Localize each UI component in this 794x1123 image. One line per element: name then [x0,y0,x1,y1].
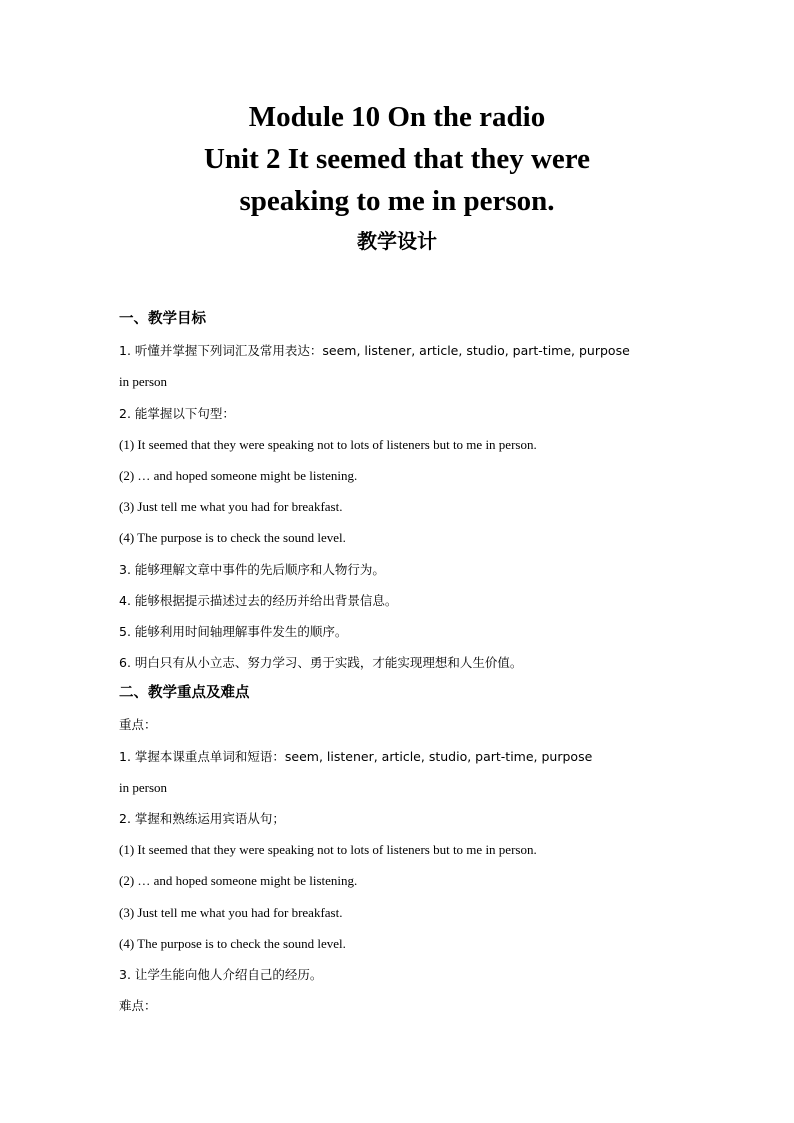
objective-item-6: 6. 明白只有从小立志、努力学习、勇于实践，才能实现理想和人生价值。 [119,655,523,671]
key-points-label: 重点： [119,717,157,733]
key-item-3: 3. 让学生能向他人介绍自己的经历。 [119,966,323,982]
key-sentence-3: (3) Just tell me what you had for breakfast. [119,904,343,920]
objective-item-1: 1. 听懂并掌握下列词汇及常用表达：seem, listener, article, studio, part-time, purpose [119,343,630,359]
key-item-2: 2. 掌握和熟练运用宾语从句； [119,811,285,826]
title-module: Module 10 On the radio [248,101,546,133]
key-sentence-1: (1) It seemed that they were speaking not to lots of listeners but to me in person. [119,842,537,858]
subtitle: 教学设计 [357,229,437,253]
objective-item-5: 5. 能够利用时间轴理解事件发生的顺序。 [119,623,348,639]
section-heading-objectives: 一、教学目标 [119,311,206,327]
sentence-pattern-4: (4) The purpose is to check the sound level. [119,530,346,546]
key-item-1: 1. 掌握本课重点单词和短语：seem, listener, article, studio, part-time, purpose [119,748,593,764]
section-heading-key-points: 二、教学重点及难点 [119,685,250,702]
title-unit-cont: speaking to me in person. [239,185,555,217]
title-unit: Unit 2 It seemed that they were [203,143,591,175]
objective-item-1-cont: in person [119,374,168,390]
objective-item-4: 4. 能够根据提示描述过去的经历并给出背景信息。 [119,592,398,608]
objective-item-2: 2. 能掌握以下句型： [119,405,235,421]
difficult-points-label: 难点： [119,998,157,1014]
sentence-pattern-1: (1) It seemed that they were speaking not to lots of listeners but to me in person. [119,436,537,452]
objective-item-3: 3. 能够理解文章中事件的先后顺序和人物行为。 [119,561,385,577]
sentence-pattern-2: (2) … and hoped someone might be listening. [119,467,358,483]
key-sentence-2: (2) … and hoped someone might be listening. [119,873,358,889]
key-sentence-4: (4) The purpose is to check the sound level. [119,935,346,951]
title-block [0,96,794,256]
sentence-pattern-3: (3) Just tell me what you had for breakfast. [119,499,343,515]
body-text [119,304,679,1021]
key-item-1-cont: in person [119,779,168,795]
